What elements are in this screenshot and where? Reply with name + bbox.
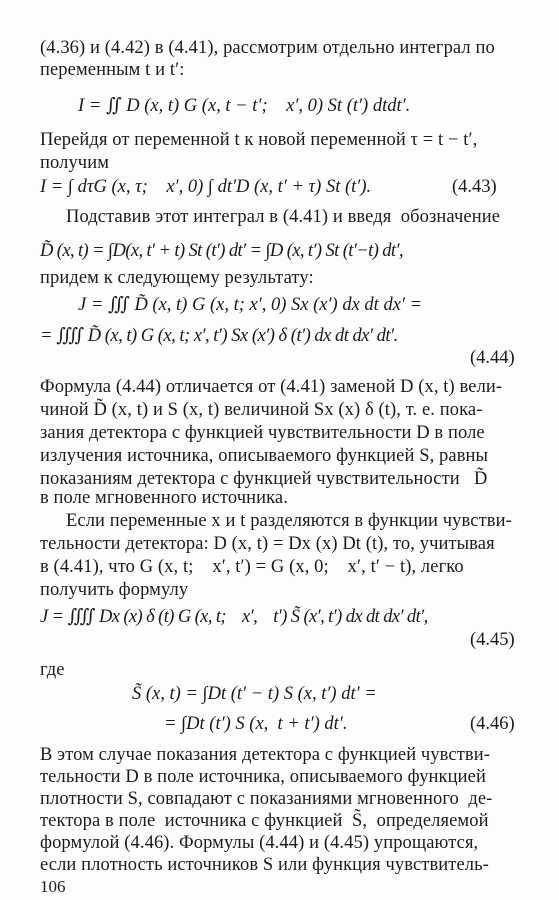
text-line: (4.36) и (4.42) в (4.41), рассмотрим отдельно интеграл по (40, 38, 495, 58)
page-number: 106 (40, 877, 66, 896)
equation: D̃ (x, t) = ∫D(x, t′ + t) St (t′) dt′ = ∫D (x, t′) St (t′−t) dt′, (40, 241, 403, 261)
equation: I = ∫ dτG (x, τ; x′, 0) ∫ dt′D (x, t′ + τ) St (t′). (40, 177, 372, 197)
text-line: переменным t и t′: (40, 60, 185, 80)
text-line: в (4.41), что G (x, t; x′, t′) = G (x, 0; x′, t′ − t), легко (40, 557, 464, 577)
text-line: получить формулу (40, 580, 189, 600)
text-line: где (40, 660, 65, 680)
text-line: чиной D̃ (x, t) и S (x, t) величиной Sx (x) δ (t), т. е. пока- (40, 400, 483, 420)
text-line: тектора в поле источника с функцией S̃, определяемой (40, 811, 489, 831)
text-line: показаниям детектора с функцией чувствительности D̃ (40, 469, 488, 489)
text-line: зания детектора с функцией чувствительности D в поле (40, 423, 485, 443)
equation: = ∫Dt (t′) S (x, t + t′) dt′. (164, 714, 348, 734)
equation: S̃ (x, t) = ∫Dt (t′ − t) S (x, t′) dt′ = (132, 684, 377, 704)
equation-number: (4.46) (470, 714, 515, 734)
equation-number: (4.43) (452, 177, 497, 197)
equation-number: (4.44) (470, 348, 515, 368)
text-line: Подставив этот интеграл в (4.41) и введя обозначение (66, 207, 501, 227)
equation: J = ⨌ Dx (x) δ (t) G (x, t; x′, t′) S̃ (x′, t′) dx dt dx′ dt′, (40, 607, 428, 627)
text-line: придем к следующему результату: (40, 268, 314, 288)
text-line: Перейдя от переменной t к новой переменной τ = t − t′, (40, 130, 478, 150)
text-line: формулой (4.46). Формулы (4.44) и (4.45) упрощаются, (40, 833, 479, 853)
text-line: тельности D в поле источника, описываемого функцией (40, 767, 486, 787)
equation-number: (4.45) (470, 630, 515, 650)
text-line: плотности S, совпадают с показаниями мгновенного де- (40, 789, 493, 809)
text-line: излучения источника, описываемого функцией S, равны (40, 446, 489, 466)
text-line: если плотность источников S или функция чувствитель- (40, 855, 489, 875)
text-line: Если переменные x и t разделяются в функции чувстви- (66, 511, 512, 531)
equation: J = ∭ D̃ (x, t) G (x, t; x′, 0) Sx (x′) dx dt dx′ = (78, 295, 423, 315)
equation: I = ∬ D (x, t) G (x, t − t′; x′, 0) St (t′) dtdt′. (78, 96, 411, 116)
text-line: тельности детектора: D (x, t) = Dx (x) Dt (t), то, учитывая (40, 534, 495, 554)
text-line: В этом случае показания детектора с функцией чувстви- (40, 745, 490, 765)
text-line: в поле мгновенного источника. (40, 488, 288, 508)
text-line: получим (40, 153, 109, 173)
text-line: Формула (4.44) отличается от (4.41) заменой D (x, t) вели- (40, 377, 503, 397)
equation: = ⨌ D̃ (x, t) G (x, t; x′, t′) Sx (x′) δ (t′) dx dt dx′ dt′. (40, 326, 398, 346)
